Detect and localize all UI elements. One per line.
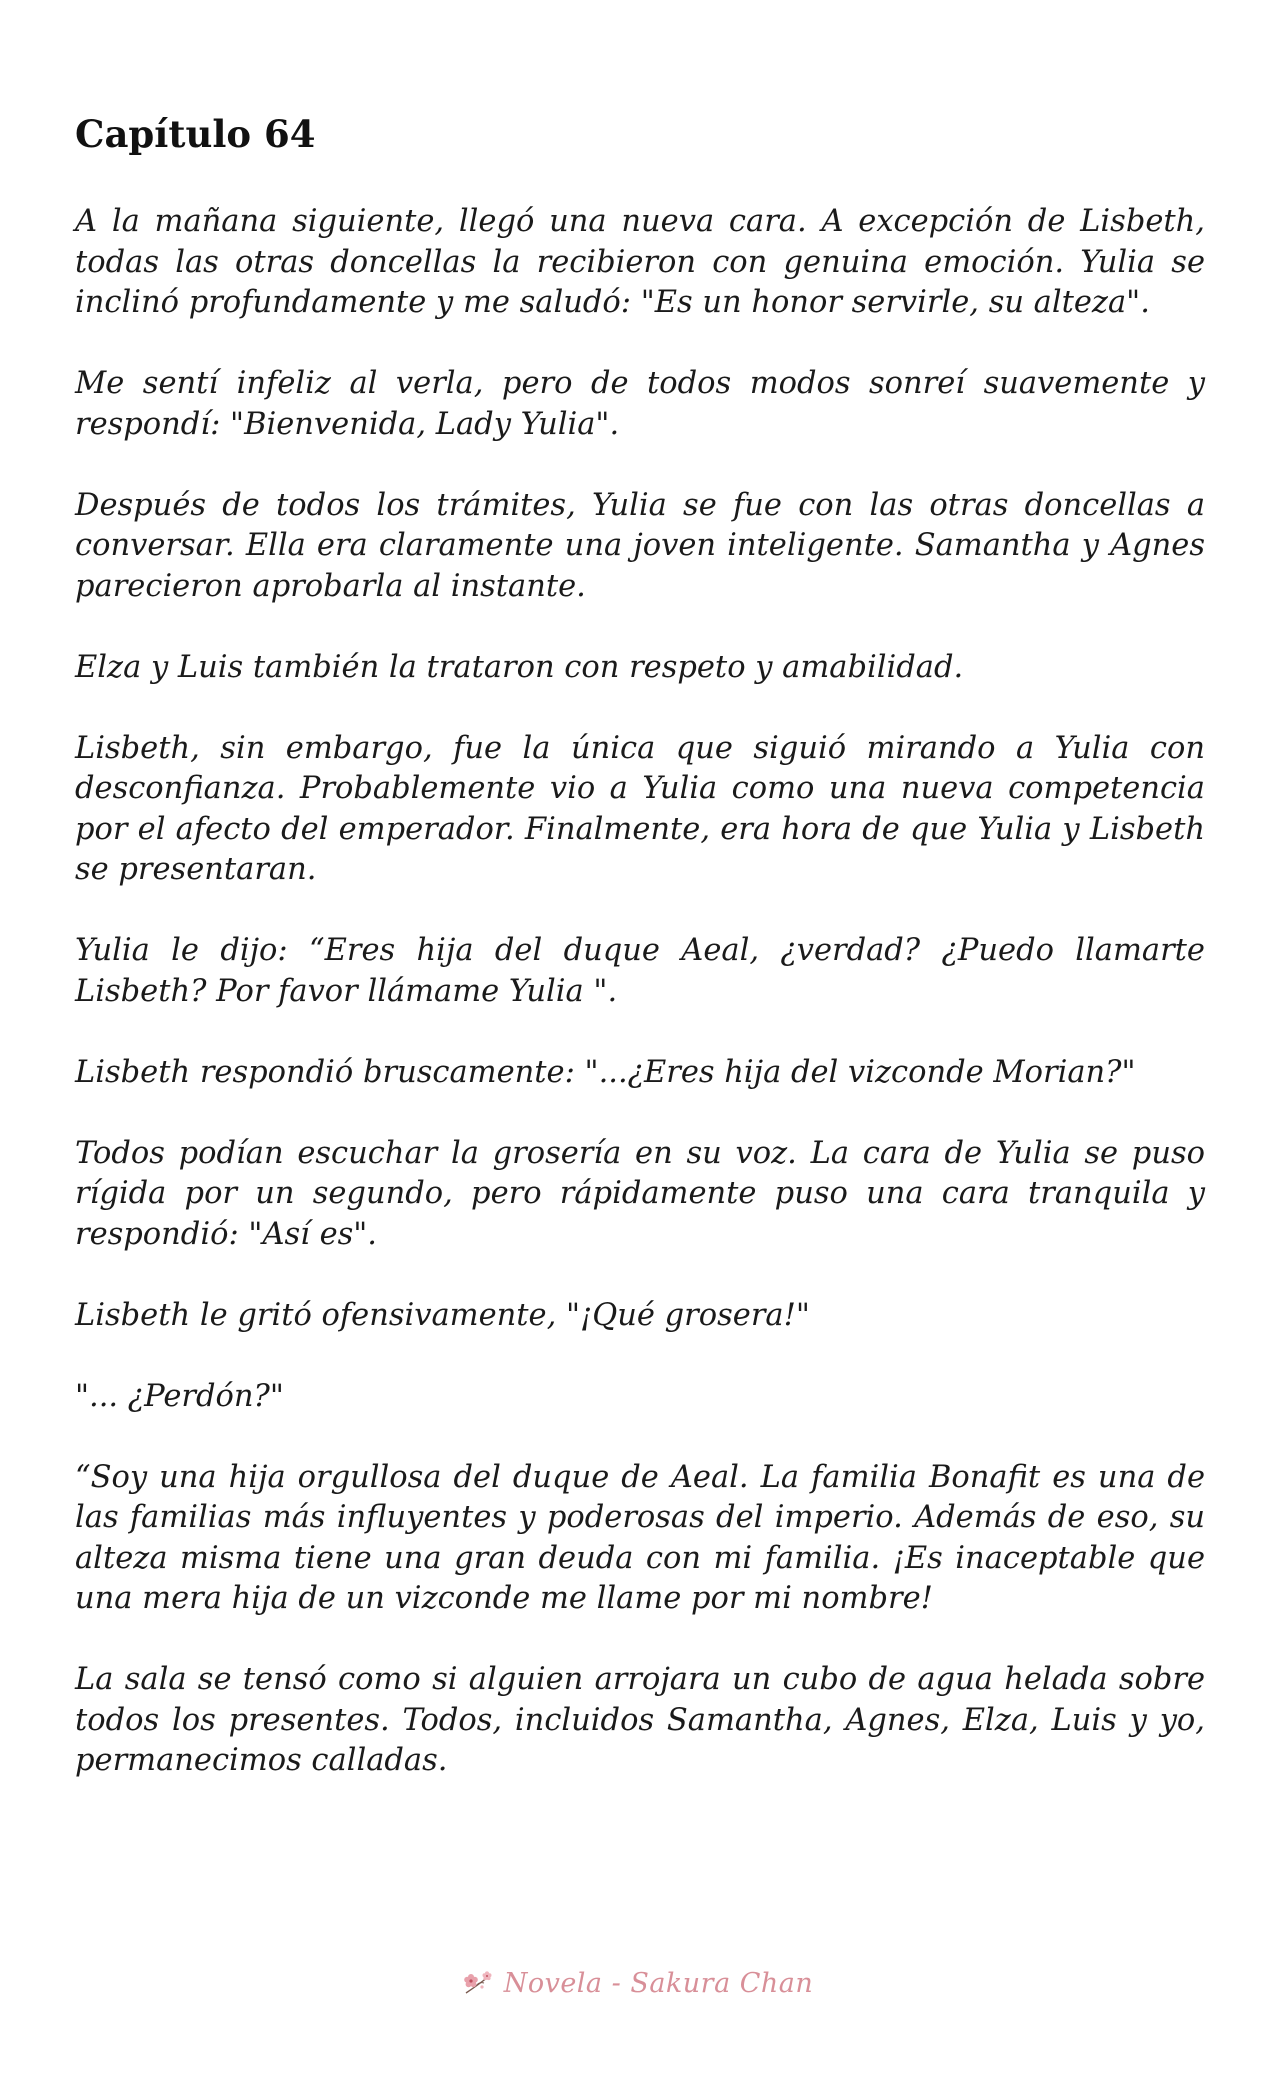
paragraph: Lisbeth le gritó ofensivamente, "¡Qué grosera!" — [75, 1297, 810, 1333]
footer-watermark — [0, 1968, 1275, 2004]
paragraph: Todos podían escuchar la grosería en su voz. La cara de Yulia se puso rígida por un segundo, pero rápidamente puso una cara tranquila y respondió: "Así es". — [75, 1135, 1205, 1252]
paragraph: Me sentí infeliz al verla, pero de todos modos sonreí suavemente y respondí: "Bienvenida, Lady Yulia". — [75, 366, 1205, 442]
paragraph: A la mañana siguiente, llegó una nueva cara. A excepción de Lisbeth, todas las otras doncellas la recibieron con genuina emoción. Yulia se inclinó profundamente y me saludó: "Es un honor servirle, su alteza". — [75, 204, 1205, 320]
paragraph: "... ¿Perdón?" — [75, 1378, 284, 1414]
paragraph: Lisbeth, sin embargo, fue la única que siguió mirando a Yulia con desconfianza. Probablemente vio a Yulia como una nueva competencia por el afecto del emperador. Finalmente, era hora de que Yulia y Lisbeth se presentaran. — [75, 730, 1205, 887]
paragraph: Lisbeth respondió bruscamente: "...¿Eres hija del vizconde Morian?" — [75, 1054, 1136, 1090]
paragraph: Elza y Luis también la trataron con respeto y amabilidad. — [75, 649, 964, 685]
paragraph: “Soy una hija orgullosa del duque de Aeal. La familia Bonafit es una de las familias más influyentes y poderosas del imperio. Además de eso, su alteza misma tiene una gran deuda con mi familia. ¡Es inaceptable que una mera hija de un vizconde me llame por mi nombre! — [75, 1459, 1205, 1616]
chapter-title: Capítulo 64 — [75, 112, 316, 156]
paragraph: Yulia le dijo: “Eres hija del duque Aeal, ¿verdad? ¿Puedo llamarte Lisbeth? Por favor llámame Yulia ". — [75, 933, 1205, 1009]
paragraph: La sala se tensó como si alguien arrojara un cubo de agua helada sobre todos los presentes. Todos, incluidos Samantha, Agnes, Elza, Luis y yo, permanecimos calladas. — [75, 1662, 1205, 1778]
sakura-blossom-icon — [462, 1969, 496, 1999]
footer-brand — [462, 1968, 814, 1999]
footer-text: Novela - Sakura Chan — [503, 1968, 814, 1999]
paragraph: Después de todos los trámites, Yulia se fue con las otras doncellas a conversar. Ella era claramente una joven inteligente. Samantha y Agnes parecieron aprobarla al instante. — [75, 487, 1205, 604]
chapter-body — [75, 202, 1205, 1822]
